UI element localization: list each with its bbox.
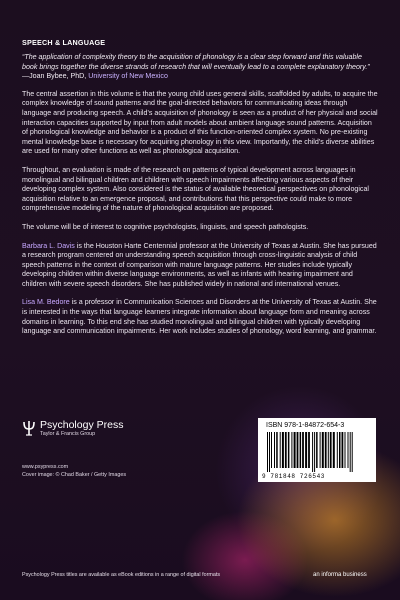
barcode-bar — [312, 432, 313, 472]
barcode-bar — [352, 432, 353, 472]
barcode-bar — [280, 432, 281, 468]
quote-attribution: —Joan Bybee, PhD, — [22, 72, 87, 81]
barcode-bar — [350, 432, 351, 472]
endorsement-quote — [22, 53, 378, 82]
informa-business-tag: an informa business — [313, 572, 367, 578]
barcode-bar — [282, 432, 284, 468]
description-paragraph-2: Throughout, an evaluation is made of the research on patterns of typical development across languages in monolingual and bilingual children and children with speech impairments affecting various aspects of their developing complex system. Also considered is the status of available theoretical perspectives on phonological acquisition relative to an emergence proposal, and contributions that this perspective could make to more comprehensive modeling of the nature of phonological acquisition are proposed. — [22, 165, 370, 213]
barcode-bar — [274, 432, 275, 468]
barcode-bar — [342, 432, 344, 468]
author-bio-davis — [22, 242, 378, 290]
series-label: SPEECH & LANGUAGE — [22, 38, 106, 47]
isbn-label: ISBN 978-1-84872-654-3 — [266, 422, 345, 429]
barcode-bar — [267, 432, 268, 472]
barcode-bar — [288, 432, 290, 468]
barcode-bar — [308, 432, 310, 468]
author-bio-text-davis: is the Houston Harte Centennial professor at the University of Texas at Austin. She has pursued a research program centered on understanding speech acquisition through cross-linguistic analysis of child speech patterns in the context of comparison with mature language patterns. Her studies include typically developing children within diverse language environments, as well as infants with hearing impairment and children with severe speech disorders. She has published widely in national and international venues. — [22, 241, 377, 288]
cover-footer — [0, 408, 400, 600]
publisher-logo — [22, 420, 123, 438]
publisher-name: Psychology Press — [40, 419, 124, 431]
barcode — [266, 432, 368, 472]
barcode-bar — [291, 432, 292, 468]
barcode-bar — [322, 432, 324, 468]
barcode-bar — [337, 432, 338, 468]
description-paragraph-3: The volume will be of interest to cognitive psychologists, linguists, and speech pathologists. — [22, 222, 309, 231]
author-bio-text-bedore: is a professor in Communication Sciences and Disorders at the University of Texas at Austin. She is interested in the ways that language learners integrate information about language form and meaning across domains in learning. To this end she has studied monolingual and bilingual children with typically developing language and communication impairments. Her work includes studies of phonology, word learning, and grammar. — [22, 298, 377, 336]
barcode-bar — [328, 432, 329, 468]
author-name-bedore: Lisa M. Bedore — [22, 298, 70, 307]
barcode-bar — [285, 432, 287, 468]
author-name-davis: Barbara L. Davis — [22, 241, 75, 250]
barcode-bar — [305, 432, 307, 468]
barcode-bar — [294, 432, 296, 468]
barcode-digits: 9 781848 726543 — [262, 473, 326, 480]
barcode-bar — [320, 432, 321, 468]
barcode-bar — [297, 432, 299, 468]
publisher-website: www.psypress.com — [22, 464, 69, 470]
barcode-bar — [314, 432, 315, 472]
cover-image-credit: Cover image: © Chad Baker / Getty Images — [22, 472, 127, 478]
author-bio-bedore — [22, 298, 378, 336]
barcode-bar — [333, 432, 335, 468]
barcode-bar — [316, 432, 318, 468]
barcode-bar — [345, 432, 346, 468]
publisher-group: Taylor & Francis Group — [40, 431, 96, 437]
barcode-bar — [330, 432, 332, 468]
barcode-bar — [339, 432, 341, 468]
barcode-bar — [269, 432, 270, 472]
barcode-bar — [300, 432, 302, 468]
barcode-bar — [271, 432, 272, 468]
psi-logo-icon — [22, 420, 36, 436]
description-paragraph-1: The central assertion in this volume is that the young child uses general skills, scaffolded by adults, to acquire the complex knowledge of sound patterns and the goal-directed behaviors for communicating ideas through language and producing speech. A child’s acquisition of phonology is seen as a product of her physical and social interaction capacities supported by input from adult models about ambient language sound patterns. Acquisition of phonological knowledge and behavior is a product of this function-oriented complex system. No pre-existing mental knowledge base is necessary for acquiring phonology in this view. Importantly, the child’s diverse abilities are used for many other functions as well as phonological acquisition. — [22, 89, 378, 156]
quote-text: “The application of complexity theory to the acquisition of phonology is a clear step forward and this valuable book brings together the diverse strands of research that will eventually lead to a complete explanatory theory.” — [22, 53, 370, 71]
ebook-availability-note: Psychology Press titles are available as eBook editions in a range of digital formats — [22, 572, 221, 578]
isbn-barcode-panel — [258, 418, 376, 482]
barcode-bar — [325, 432, 327, 468]
barcode-bar — [276, 432, 278, 468]
quote-affiliation: University of New Mexico — [88, 72, 168, 81]
barcode-bar — [348, 432, 349, 468]
barcode-bar — [302, 432, 304, 468]
cover-text-block — [22, 38, 378, 346]
